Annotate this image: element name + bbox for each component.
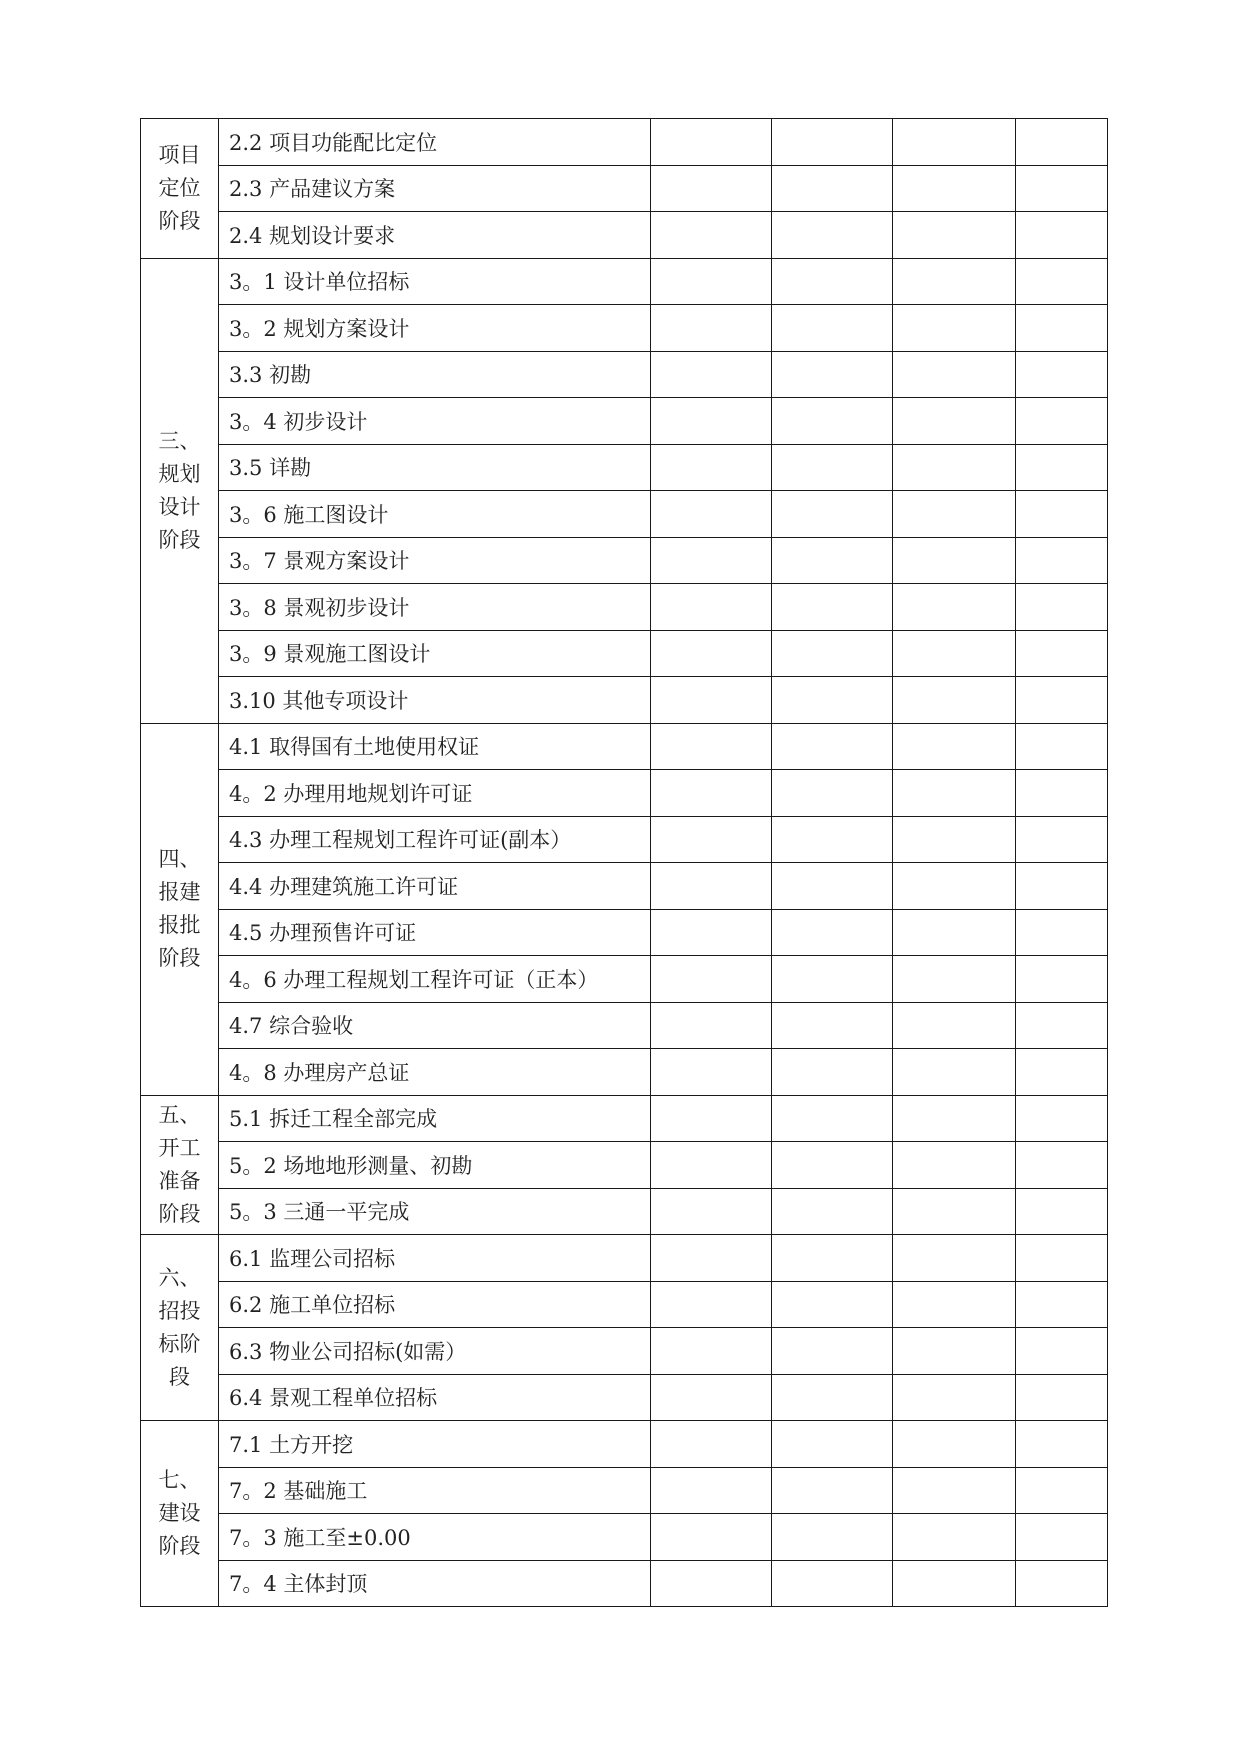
blank-cell [651, 1467, 772, 1514]
stage-label-line: 七、 [158, 1468, 201, 1492]
stage-label-cell [141, 1095, 219, 1235]
task-item-cell: 4.4 办理建筑施工许可证 [219, 863, 651, 910]
blank-cell [893, 1002, 1016, 1049]
task-item-cell: 3.10 其他专项设计 [219, 677, 651, 724]
blank-cell [772, 537, 893, 584]
stage-label-cell [141, 119, 219, 259]
blank-cell [651, 1235, 772, 1282]
blank-cell [893, 723, 1016, 770]
task-item-cell: 5.1 拆迁工程全部完成 [219, 1095, 651, 1142]
blank-cell [1016, 1467, 1108, 1514]
blank-cell [1016, 1560, 1108, 1607]
blank-cell [1016, 956, 1108, 1003]
task-item-cell: 4。2 办理用地规划许可证 [219, 770, 651, 817]
blank-cell [651, 444, 772, 491]
blank-cell [651, 1281, 772, 1328]
blank-cell [651, 1095, 772, 1142]
blank-cell [1016, 770, 1108, 817]
table-row [141, 909, 1108, 956]
blank-cell [772, 1095, 893, 1142]
task-item-cell: 3.5 详勘 [219, 444, 651, 491]
task-item-cell: 6.4 景观工程单位招标 [219, 1374, 651, 1421]
table-row [141, 491, 1108, 538]
table-row [141, 1328, 1108, 1375]
blank-cell [651, 1514, 772, 1561]
task-item-cell: 2.4 规划设计要求 [219, 212, 651, 259]
stage-label-line: 开工 [158, 1135, 201, 1160]
blank-cell [893, 1049, 1016, 1096]
blank-cell [1016, 584, 1108, 631]
blank-cell [651, 1002, 772, 1049]
blank-cell [772, 1421, 893, 1468]
blank-cell [893, 584, 1016, 631]
blank-cell [651, 491, 772, 538]
blank-cell [893, 909, 1016, 956]
table-row [141, 119, 1108, 166]
blank-cell [772, 444, 893, 491]
blank-cell [772, 119, 893, 166]
blank-cell [1016, 909, 1108, 956]
table-row [141, 444, 1108, 491]
blank-cell [893, 816, 1016, 863]
blank-cell [1016, 1235, 1108, 1282]
blank-cell [893, 1467, 1016, 1514]
blank-cell [1016, 1095, 1108, 1142]
task-item-cell: 2.2 项目功能配比定位 [219, 119, 651, 166]
table-row [141, 863, 1108, 910]
stage-label-line: 标阶 [158, 1331, 201, 1356]
stage-label-line: 招投 [158, 1298, 201, 1323]
blank-cell [651, 305, 772, 352]
table-row [141, 1002, 1108, 1049]
table-row [141, 1235, 1108, 1282]
blank-cell [651, 1049, 772, 1096]
blank-cell [772, 1560, 893, 1607]
task-item-cell: 4.3 办理工程规划工程许可证(副本） [219, 816, 651, 863]
task-item-cell: 3。7 景观方案设计 [219, 537, 651, 584]
blank-cell [1016, 1281, 1108, 1328]
blank-cell [772, 351, 893, 398]
blank-cell [651, 119, 772, 166]
task-item-cell: 6.2 施工单位招标 [219, 1281, 651, 1328]
blank-cell [893, 1374, 1016, 1421]
blank-cell [651, 584, 772, 631]
blank-cell [772, 1049, 893, 1096]
blank-cell [1016, 119, 1108, 166]
table-row [141, 630, 1108, 677]
blank-cell [651, 1328, 772, 1375]
table-row [141, 165, 1108, 212]
blank-cell [651, 1421, 772, 1468]
task-item-cell: 3。9 景观施工图设计 [219, 630, 651, 677]
blank-cell [651, 909, 772, 956]
blank-cell [651, 723, 772, 770]
stage-label-line: 阶段 [158, 1534, 201, 1558]
task-item-cell: 4。8 办理房产总证 [219, 1049, 651, 1096]
blank-cell [651, 258, 772, 305]
blank-cell [651, 863, 772, 910]
task-item-cell: 4.5 办理预售许可证 [219, 909, 651, 956]
stage-label-line: 准备 [158, 1168, 201, 1193]
blank-cell [651, 212, 772, 259]
blank-cell [1016, 212, 1108, 259]
task-item-cell: 3。8 景观初步设计 [219, 584, 651, 631]
table-row [141, 956, 1108, 1003]
blank-cell [1016, 1142, 1108, 1189]
table-row [141, 1049, 1108, 1096]
blank-cell [772, 723, 893, 770]
blank-cell [893, 258, 1016, 305]
blank-cell [1016, 1514, 1108, 1561]
stage-label-line: 三、 [158, 428, 201, 453]
blank-cell [893, 398, 1016, 445]
blank-cell [893, 491, 1016, 538]
blank-cell [651, 956, 772, 1003]
table-row [141, 398, 1108, 445]
blank-cell [1016, 165, 1108, 212]
stage-label-line: 阶段 [158, 208, 201, 233]
table-row [141, 212, 1108, 259]
task-item-cell: 4.7 综合验收 [219, 1002, 651, 1049]
task-item-cell: 3。4 初步设计 [219, 398, 651, 445]
stage-label-line: 五、 [158, 1102, 201, 1127]
blank-cell [893, 1514, 1016, 1561]
schedule-body [141, 119, 1108, 1607]
blank-cell [651, 165, 772, 212]
task-item-cell: 3。1 设计单位招标 [219, 258, 651, 305]
stage-label-cell [141, 1421, 219, 1607]
task-item-cell: 6.3 物业公司招标(如需） [219, 1328, 651, 1375]
blank-cell [893, 1328, 1016, 1375]
stage-label-line: 报建 [158, 880, 201, 904]
table-row [141, 677, 1108, 724]
blank-cell [893, 1142, 1016, 1189]
blank-cell [893, 1188, 1016, 1235]
task-item-cell: 3。2 规划方案设计 [219, 305, 651, 352]
task-item-cell: 7。3 施工至±0.00 [219, 1514, 651, 1561]
blank-cell [1016, 444, 1108, 491]
task-item-cell: 7.1 土方开挖 [219, 1421, 651, 1468]
table-row [141, 1095, 1108, 1142]
blank-cell [772, 491, 893, 538]
blank-cell [772, 677, 893, 724]
stage-label-line: 四、 [158, 847, 201, 871]
blank-cell [893, 770, 1016, 817]
table-row [141, 816, 1108, 863]
blank-cell [893, 165, 1016, 212]
blank-cell [1016, 491, 1108, 538]
blank-cell [893, 351, 1016, 398]
blank-cell [1016, 1374, 1108, 1421]
blank-cell [651, 630, 772, 677]
task-item-cell: 5。2 场地地形测量、初勘 [219, 1142, 651, 1189]
table-row [141, 1560, 1108, 1607]
blank-cell [772, 1467, 893, 1514]
blank-cell [772, 1281, 893, 1328]
table-row [141, 351, 1108, 398]
blank-cell [772, 630, 893, 677]
blank-cell [1016, 630, 1108, 677]
stage-label-line: 定位 [158, 175, 201, 200]
stage-label-cell [141, 723, 219, 1095]
blank-cell [651, 677, 772, 724]
blank-cell [772, 258, 893, 305]
task-item-cell: 2.3 产品建议方案 [219, 165, 651, 212]
stage-label-cell [141, 1235, 219, 1421]
blank-cell [893, 444, 1016, 491]
blank-cell [1016, 1002, 1108, 1049]
blank-cell [772, 584, 893, 631]
blank-cell [893, 305, 1016, 352]
table-row [141, 1188, 1108, 1235]
stage-label-line: 项目 [158, 142, 201, 167]
blank-cell [1016, 537, 1108, 584]
blank-cell [651, 351, 772, 398]
task-item-cell: 7。2 基础施工 [219, 1467, 651, 1514]
blank-cell [651, 398, 772, 445]
table-row [141, 1374, 1108, 1421]
blank-cell [893, 1421, 1016, 1468]
table-row [141, 258, 1108, 305]
blank-cell [772, 863, 893, 910]
blank-cell [893, 956, 1016, 1003]
task-item-cell: 5。3 三通一平完成 [219, 1188, 651, 1235]
blank-cell [1016, 351, 1108, 398]
blank-cell [893, 537, 1016, 584]
table-row [141, 770, 1108, 817]
blank-cell [772, 816, 893, 863]
stage-label-line: 建设 [158, 1501, 201, 1525]
blank-cell [893, 863, 1016, 910]
blank-cell [651, 1188, 772, 1235]
table-row [141, 1514, 1108, 1561]
blank-cell [893, 1560, 1016, 1607]
table-row [141, 537, 1108, 584]
blank-cell [772, 1514, 893, 1561]
blank-cell [1016, 677, 1108, 724]
blank-cell [893, 1281, 1016, 1328]
stage-label-line: 六、 [158, 1265, 201, 1290]
table-row [141, 1467, 1108, 1514]
task-item-cell: 6.1 监理公司招标 [219, 1235, 651, 1282]
blank-cell [772, 956, 893, 1003]
blank-cell [772, 1328, 893, 1375]
blank-cell [893, 1095, 1016, 1142]
blank-cell [772, 212, 893, 259]
blank-cell [772, 1142, 893, 1189]
table-row [141, 1421, 1108, 1468]
blank-cell [1016, 398, 1108, 445]
blank-cell [651, 1560, 772, 1607]
task-item-cell: 7。4 主体封顶 [219, 1560, 651, 1607]
blank-cell [1016, 305, 1108, 352]
stage-label-line: 段 [169, 1364, 190, 1389]
stage-label-line: 报批 [158, 913, 201, 937]
blank-cell [772, 909, 893, 956]
table-row [141, 723, 1108, 770]
task-item-cell: 3.3 初勘 [219, 351, 651, 398]
blank-cell [772, 770, 893, 817]
blank-cell [651, 537, 772, 584]
blank-cell [772, 1188, 893, 1235]
table-row [141, 305, 1108, 352]
blank-cell [893, 677, 1016, 724]
task-item-cell: 3。6 施工图设计 [219, 491, 651, 538]
blank-cell [1016, 258, 1108, 305]
blank-cell [772, 305, 893, 352]
table-row [141, 584, 1108, 631]
stage-label-line: 阶段 [158, 946, 201, 970]
stage-label-line: 设计 [158, 494, 201, 519]
blank-cell [1016, 1421, 1108, 1468]
blank-cell [1016, 1328, 1108, 1375]
blank-cell [651, 1142, 772, 1189]
blank-cell [893, 119, 1016, 166]
blank-cell [772, 165, 893, 212]
task-item-cell: 4.1 取得国有土地使用权证 [219, 723, 651, 770]
blank-cell [1016, 863, 1108, 910]
table-row [141, 1281, 1108, 1328]
blank-cell [651, 816, 772, 863]
blank-cell [893, 212, 1016, 259]
blank-cell [1016, 816, 1108, 863]
blank-cell [772, 1002, 893, 1049]
blank-cell [893, 630, 1016, 677]
project-schedule-table [140, 118, 1108, 1607]
stage-label-line: 规划 [158, 461, 201, 486]
blank-cell [1016, 1049, 1108, 1096]
blank-cell [1016, 723, 1108, 770]
stage-label-cell [141, 258, 219, 723]
task-item-cell: 4。6 办理工程规划工程许可证（正本） [219, 956, 651, 1003]
blank-cell [651, 1374, 772, 1421]
stage-label-line: 阶段 [158, 1201, 201, 1226]
blank-cell [893, 1235, 1016, 1282]
blank-cell [772, 398, 893, 445]
stage-label-line: 阶段 [158, 527, 201, 552]
blank-cell [772, 1235, 893, 1282]
blank-cell [772, 1374, 893, 1421]
blank-cell [1016, 1188, 1108, 1235]
blank-cell [651, 770, 772, 817]
table-row [141, 1142, 1108, 1189]
